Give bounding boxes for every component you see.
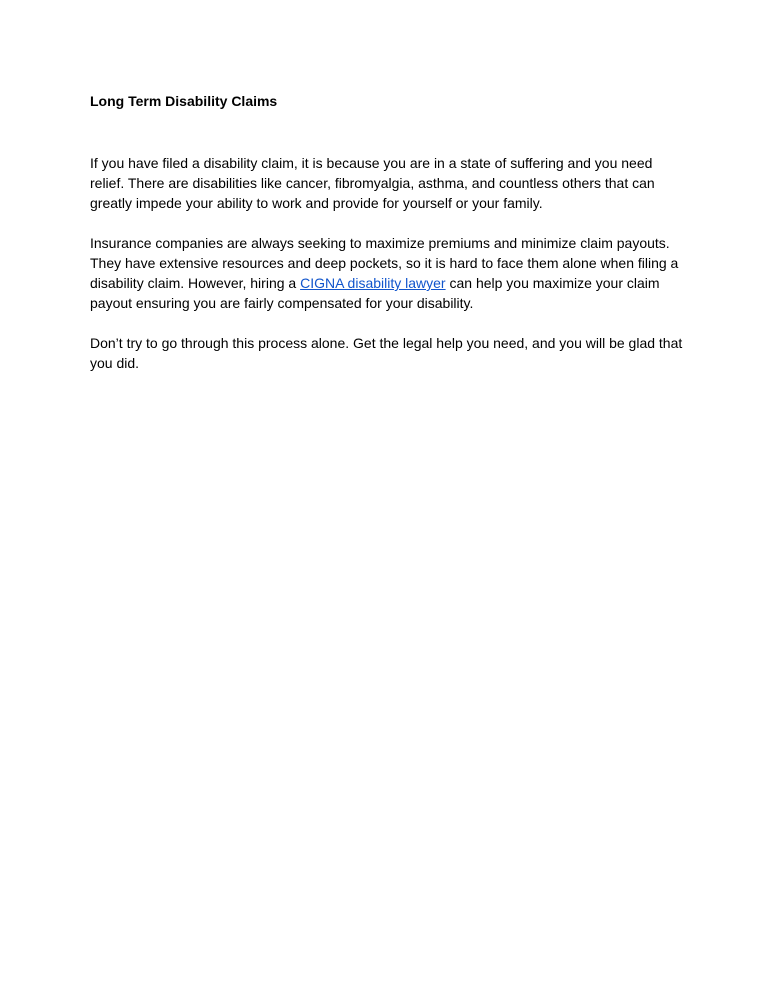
cigna-disability-lawyer-link[interactable]: CIGNA disability lawyer <box>300 275 446 291</box>
paragraph-closing: Don’t try to go through this process alone. Get the legal help you need, and you will be glad that you did. <box>90 335 683 371</box>
document-title: Long Term Disability Claims <box>90 93 278 109</box>
paragraph-insurance-text-after: can help you maximize your claim payout ensuring you are fairly compensated for your disability. <box>90 275 660 311</box>
paragraph-intro: If you have filed a disability claim, it is because you are in a state of suffering and you need relief. There are disabilities like cancer, fibromyalgia, asthma, and countless others that can greatly impede your ability to work and provide for yourself or your family. <box>90 155 655 211</box>
document-body <box>90 91 690 373</box>
paragraph-insurance-text-before: Insurance companies are always seeking to maximize premiums and minimize claim payouts. They have extensive resources and deep pockets, so it is hard to face them alone when filing a disability claim. However, hiring a <box>90 235 679 291</box>
paragraph-insurance <box>90 233 690 313</box>
